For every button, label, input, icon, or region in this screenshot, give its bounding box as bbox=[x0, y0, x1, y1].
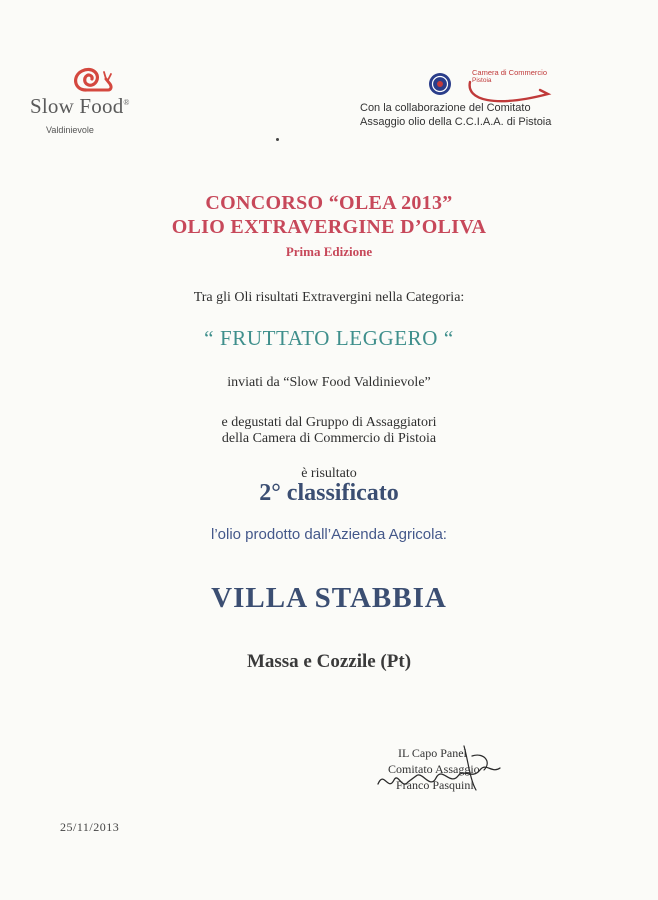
scan-speck bbox=[276, 138, 279, 141]
signature-role: IL Capo Panel bbox=[398, 746, 467, 760]
rank-label: 2° classificato bbox=[259, 480, 399, 506]
produced-by: l’olio prodotto dall’Azienda Agricola: bbox=[211, 526, 447, 543]
farm-location: Massa e Cozzile (Pt) bbox=[246, 651, 412, 672]
slow-food-name: Slow Food® bbox=[30, 94, 130, 118]
contest-subtitle: OLIO EXTRAVERGINE D’OLIVA bbox=[171, 216, 487, 238]
issue-date: 25/11/2013 bbox=[60, 820, 120, 834]
category-intro: Tra gli Oli risultati Extravergini nella Categoria: bbox=[193, 290, 465, 305]
slow-food-subtitle: Valdinievole bbox=[46, 125, 94, 135]
result-intro: è risultato bbox=[301, 466, 357, 481]
edition-label: Prima Edizione bbox=[285, 244, 373, 259]
snail-icon bbox=[68, 62, 114, 94]
signature-committee: Comitato Assaggio bbox=[388, 762, 480, 776]
contest-title: CONCORSO “OLEA 2013” bbox=[205, 192, 453, 214]
camera-commercio-city: Pistoia bbox=[472, 77, 492, 84]
tasted-line-1: e degustati dal Gruppo di Assaggiatori bbox=[221, 415, 437, 430]
camera-commercio-name: Camera di Commercio bbox=[472, 68, 548, 77]
collab-line-1: Con la collaborazione del Comitato bbox=[360, 102, 531, 114]
handwritten-signature bbox=[372, 740, 512, 802]
farm-name: VILLA STABBIA bbox=[211, 582, 447, 614]
category-name: “ FRUTTATO LEGGERO “ bbox=[204, 326, 454, 350]
collab-line-2: Assaggio olio della C.C.I.A.A. di Pistoia bbox=[360, 116, 552, 128]
signature-name: Franco Pasquini bbox=[396, 778, 474, 792]
sent-by: inviati da “Slow Food Valdinievole” bbox=[227, 375, 431, 390]
tasted-line-2: della Camera di Commercio di Pistoia bbox=[221, 431, 437, 446]
seal-icon bbox=[428, 72, 452, 96]
